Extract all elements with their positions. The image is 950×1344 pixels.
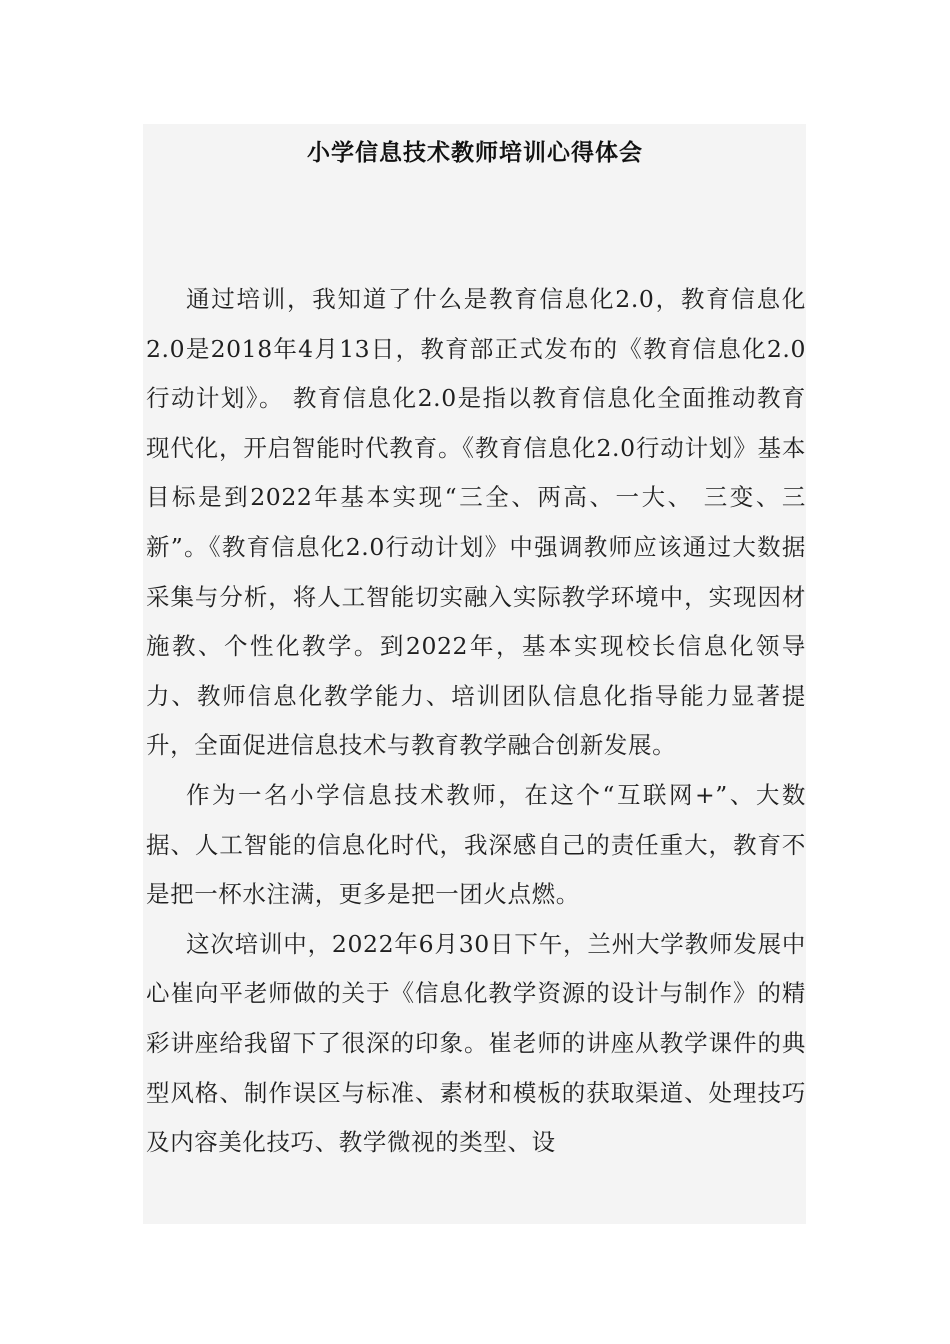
paragraph-3: 这次培训中，2022年6月30日下午，兰州大学教师发展中心崔向平老师做的关于《信息化教学资源的设计与制作》的精彩讲座给我留下了很深的印象。崔老师的讲座从教学课件的典型风格、制作误区与标准、素材和模板的获取渠道、处理技巧及内容美化技巧、教学微视的类型、设 xyxy=(146,929,806,1157)
document-body xyxy=(146,275,806,1168)
document-title: 小学信息技术教师培训心得体会 xyxy=(307,139,643,166)
paragraph-1: 通过培训，我知道了什么是教育信息化2.0，教育信息化2.0是2018年4月13日，教育部正式发布的《教育信息化2.0行动计划》。 教育信息化2.0是指以教育信息化全面推动教育现代化，开启智能时代教育。《教育信息化2.0行动计划》基本目标是到2022年基本实现“三全、两高、一大、 三变、三新”。《教育信息化2.0行动计划》中强调教师应该通过大数据采集与分析，将人工智能切实融入实际教学环境中，实现因材施教、个性化教学。到2022年，基本实现校长信息化领导力、教师信息化教学能力、培训团队信息化指导能力显著提升，全面促进信息技术与教育教学融合创新发展。 xyxy=(146,285,806,760)
paragraph-2: 作为一名小学信息技术教师，在这个“互联网+”、大数据、人工智能的信息化时代，我深感自己的责任重大，教育不是把一杯水注满，更多是把一团火点燃。 xyxy=(146,780,806,909)
